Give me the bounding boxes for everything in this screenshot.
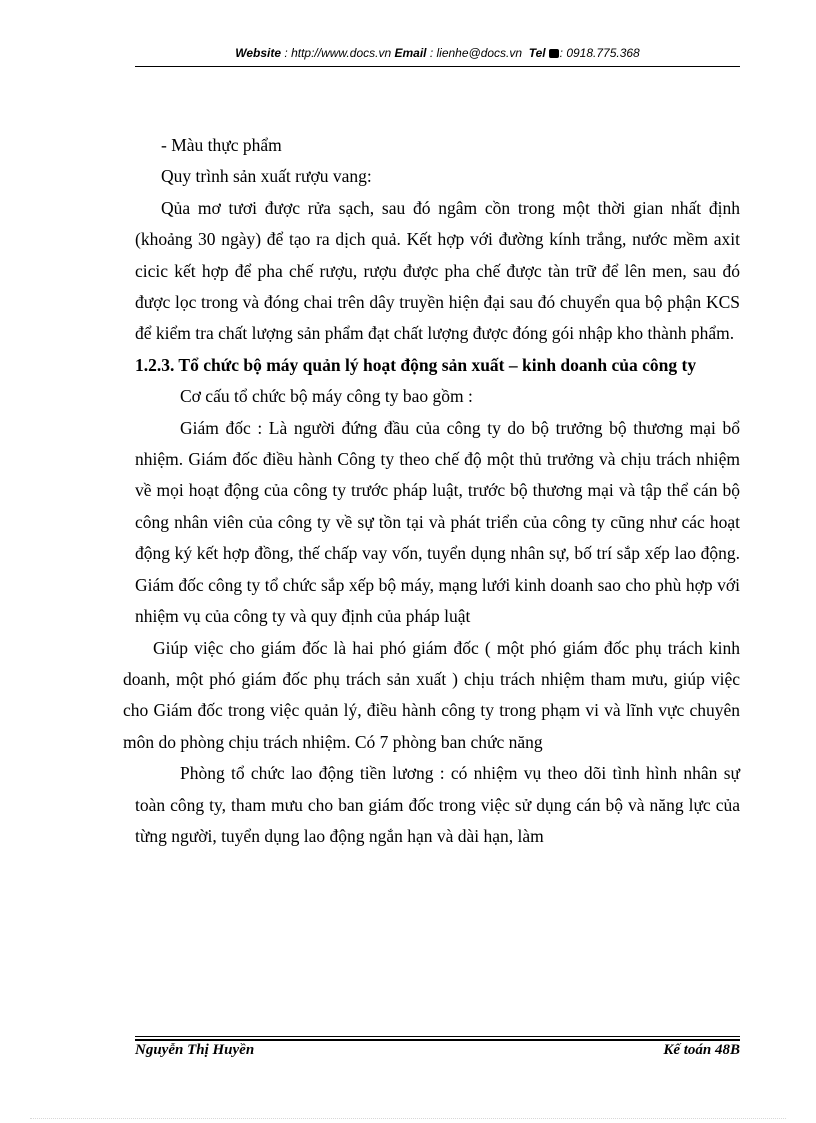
header-rule (135, 66, 740, 67)
paragraph-color-item: - Màu thực phẩm (161, 135, 282, 155)
paragraph-structure-intro: Cơ cấu tổ chức bộ máy công ty bao gồm : (180, 386, 473, 407)
email-value[interactable]: lienhe@docs.vn (436, 46, 523, 60)
paragraph-director: Giám đốc : Là người đứng đầu của công ty do bộ trưởng bộ thương mại bổ nhiệm. Giám đốc điều hành Công ty theo chế độ một thủ trưởng và chịu trách nhiệm về mọi hoạt động của công ty trước pháp luật, trước bộ thương mại và tập thể cán bộ công nhân viên của công ty về sự tồn tại và phát triển của công ty cũng như các hoạt động ký kết hợp đồng, thế chấp vay vốn, tuyển dụng nhân sự, bố trí sắp xếp lao động. Giám đốc công ty tổ chức sắp xếp bộ máy, mạng lưới kinh doanh sao cho phù hợp với nhiệm vụ của công ty và quy định của pháp luật (135, 417, 740, 627)
footer-class: Kế toán 48B (663, 1042, 740, 1058)
email-label: Email (394, 46, 427, 60)
page-bottom-border (30, 1118, 786, 1119)
tel-sep: : (559, 46, 567, 60)
website-label: Website (235, 46, 282, 60)
section-heading: 1.2.3. Tổ chức bộ máy quản lý hoạt động sản xuất – kinh doanh của công ty (135, 354, 697, 375)
document-body (123, 130, 740, 852)
footer-rule-thick (135, 1039, 740, 1041)
paragraph-deputy-director: Giúp việc cho giám đốc là hai phó giám đốc ( một phó giám đốc phụ trách kinh doanh, một phó giám đốc phụ trách sản xuất ) chịu trách nhiệm tham mưu, giúp việc cho Giám đốc trong việc quản lý, điều hành công ty trong phạm vi và lĩnh vực chuyên môn do phòng chịu trách nhiệm. Có 7 phòng ban chức năng (123, 637, 740, 752)
paragraph-process-title: Quy trình sản xuất rượu vang: (161, 166, 372, 187)
tel-label: Tel (528, 46, 546, 60)
paragraph-hr-department: Phòng tổ chức lao động tiền lương : có nhiệm vụ theo dõi tình hình nhân sự toàn công ty, tham mưu cho ban giám đốc trong việc sử dụng cán bộ và năng lực của từng người, tuyển dụng lao động ngắn hạn và dài hạn, làm (135, 763, 740, 846)
footer-rule-thin (135, 1036, 740, 1037)
page-header (135, 46, 740, 66)
website-sep: : (281, 46, 292, 60)
phone-icon (549, 49, 559, 58)
footer-author: Nguyễn Thị Huyền (135, 1042, 255, 1058)
email-sep: : (426, 46, 437, 60)
website-url[interactable]: http://www.docs.vn (291, 46, 392, 60)
paragraph-process-desc: Qủa mơ tươi được rửa sạch, sau đó ngâm cồn trong một thời gian nhất định (khoảng 30 ngày) để tạo ra dịch quả. Kết hợp với đường kính trắng, nước mềm axit cicic kết hợp để pha chế rượu, rượu được pha chế được tàn trữ để lên men, sau đó được lọc trong và đóng chai trên dây truyền hiện đại sau đó chuyển qua bộ phận KCS để kiểm tra chất lượng sản phẩm đạt chất lượng được đóng gói nhập kho thành phẩm. (135, 197, 740, 344)
page-footer (135, 1042, 740, 1059)
tel-value: 0918.775.368 (566, 46, 640, 60)
